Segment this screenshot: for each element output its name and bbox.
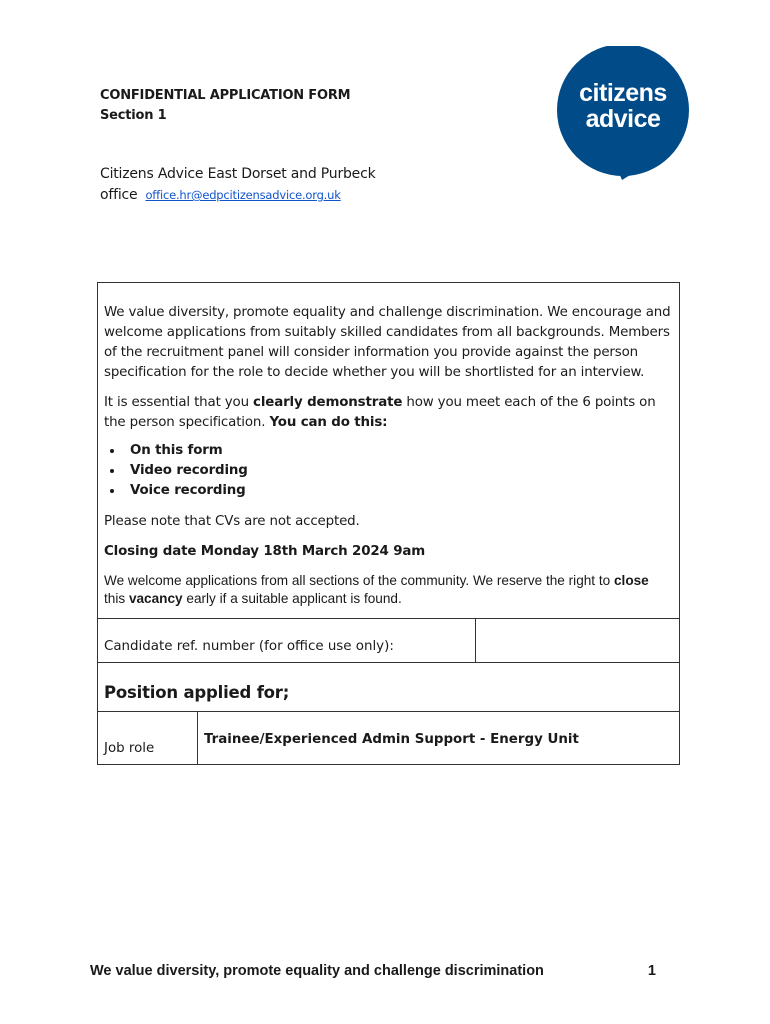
job-role-value[interactable]: Trainee/Experienced Admin Support - Energy Unit [204, 732, 579, 747]
welcome-bold-close: close [613, 573, 649, 588]
welcome-text-1: We welcome applications from all sections of the community. We reserve the right to [104, 573, 614, 588]
document-heading [100, 86, 350, 126]
position-heading-row [98, 662, 679, 711]
candidate-ref-row [98, 618, 679, 662]
form-title: CONFIDENTIAL APPLICATION FORM [100, 88, 351, 103]
cv-note: Please note that CVs are not accepted. [104, 514, 360, 529]
section-label: Section 1 [100, 108, 167, 123]
office-email-link[interactable]: office.hr@edpcitizensadvice.org.uk [145, 188, 341, 202]
office-name: Citizens Advice East Dorset and Purbeck [100, 166, 376, 182]
demonstrate-text-1: It is essential that you [104, 395, 254, 410]
list-item: • On this form [124, 441, 673, 461]
welcome-paragraph [104, 572, 673, 608]
page-footer [90, 963, 660, 979]
demonstrate-paragraph [104, 393, 673, 433]
job-role-label: Job role [98, 712, 198, 764]
welcome-text-3: early if a suitable applicant is found. [182, 591, 402, 606]
candidate-ref-label: Candidate ref. number (for office use only): [98, 619, 476, 662]
office-details [100, 164, 376, 206]
job-role-row [98, 711, 679, 764]
demonstrate-text-2: how you meet each of the 6 points on the person specification. [104, 395, 656, 430]
candidate-ref-field[interactable] [476, 619, 679, 662]
logo-word-citizens: citizens [579, 79, 667, 107]
page-number: 1 [647, 963, 656, 979]
office-label: office [100, 187, 138, 203]
you-can-do-this: You can do this: [269, 415, 388, 430]
position-applied-heading: Position applied for; [104, 683, 290, 702]
closing-date: Closing date Monday 18th March 2024 9am [104, 544, 426, 559]
office-contact [100, 185, 376, 206]
list-item: • Voice recording [124, 481, 673, 501]
application-methods-list [104, 441, 673, 501]
demonstrate-bold: clearly demonstrate [253, 395, 403, 410]
list-item: • Video recording [124, 461, 673, 481]
welcome-bold-vacancy: vacancy [128, 591, 183, 606]
application-form-box [97, 282, 680, 765]
welcome-text-2: this [104, 591, 129, 606]
footer-text: We value diversity, promote equality and challenge discrimination [90, 963, 544, 979]
diversity-paragraph: We value diversity, promote equality and challenge discrimination. We encourage and welcome applications from suitably skilled candidates from all backgrounds. Members of the recruitment panel will consider information you provide against the person specification for the role to decide whether you will be shortlisted for an interview. [104, 305, 671, 380]
citizens-advice-logo [556, 46, 690, 180]
intro-section [98, 283, 679, 618]
logo-word-advice: advice [585, 105, 661, 133]
logo-wordmark [556, 80, 690, 132]
